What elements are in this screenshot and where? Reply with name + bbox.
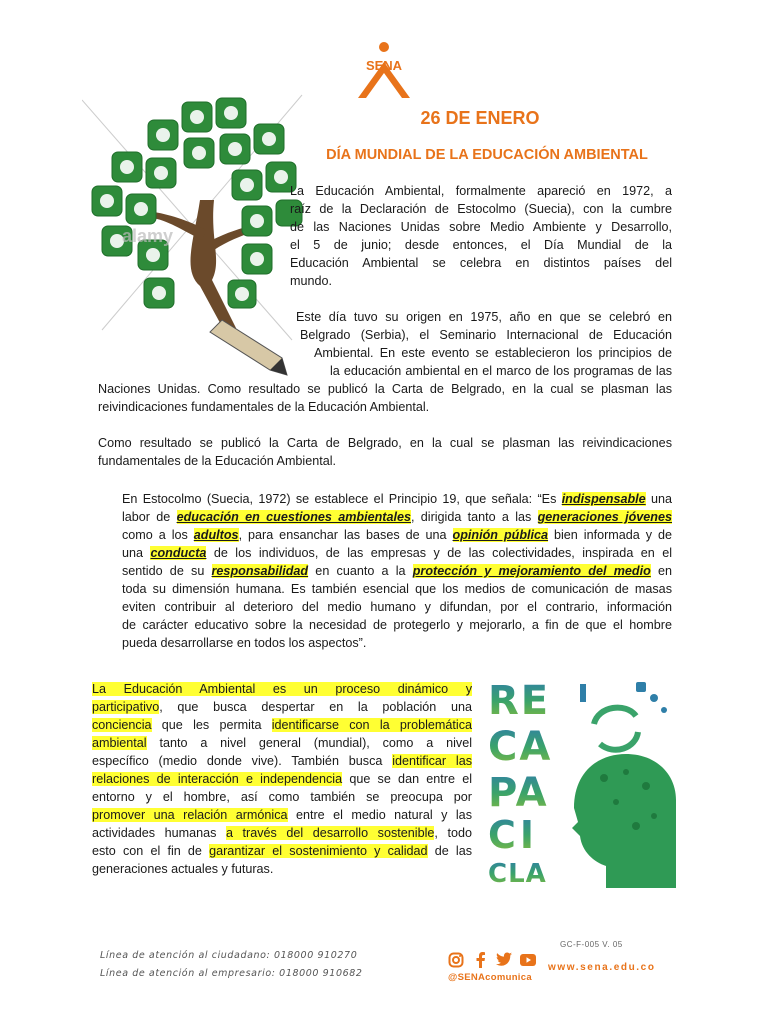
highlight: identificarse con la problemática xyxy=(271,718,472,732)
recap-row: RE xyxy=(488,678,551,724)
intro-paragraph-2 xyxy=(98,308,672,416)
text-line: La Educación Ambiental, formalmente apareció en 1972, a xyxy=(290,184,672,198)
highlight: adultos xyxy=(193,528,239,542)
text-span: que se dan entre el xyxy=(342,772,472,786)
text-span: tanto a nivel general (mundial), como a nivel xyxy=(146,736,472,750)
highlight: conciencia xyxy=(92,718,152,732)
text-span: bien informada y de xyxy=(548,528,672,542)
text-line: fundamentales de la Educación Ambiental. xyxy=(98,454,337,468)
text-line xyxy=(92,770,472,788)
highlight: a través del desarrollo sostenible xyxy=(225,826,435,840)
recap-row: CA xyxy=(488,724,553,770)
social-icons xyxy=(448,952,538,972)
highlight: indispensable xyxy=(561,492,646,506)
highlight: relaciones de interacción e independencia xyxy=(92,772,343,786)
page-title: 26 DE ENERO xyxy=(420,108,540,128)
highlight: promover una relación armónica xyxy=(92,808,288,822)
text-span: , para ensanchar las bases de una xyxy=(238,528,453,542)
text-span: una xyxy=(122,546,151,560)
business-helpline: Línea de atención al empresario: 018000 910682 xyxy=(100,968,363,979)
text-line: mundo. xyxy=(290,274,333,288)
citizen-helpline: Línea de atención al ciudadano: 018000 910270 xyxy=(100,950,358,961)
belgrado-paragraph xyxy=(98,434,672,470)
quote-line: eviten contribuir al deterioro del medio humano y difundan, por el contrario, información xyxy=(122,600,672,614)
text-line xyxy=(92,752,472,770)
text-span: como a los xyxy=(122,528,194,542)
text-line: Este día tuvo su origen en 1975, año en que se celebró en xyxy=(296,310,672,324)
highlight: garantizar el sostenimiento y calidad xyxy=(209,844,428,858)
text-span: , dirigida tanto a las xyxy=(410,510,538,524)
quote-line: pueda desarrollarse en todos los aspectos”. xyxy=(122,636,367,650)
highlight: protección y mejoramiento del medio xyxy=(412,564,651,578)
highlight: generaciones jóvenes xyxy=(537,510,672,524)
text-span: una xyxy=(645,492,672,506)
quote-line: de carácter educativo sobre la necesidad de protegerlo y mejorarlo, a fin de que el hombre xyxy=(122,618,672,632)
text-span: en cuanto a la xyxy=(308,564,413,578)
recap-row: CI xyxy=(488,813,539,857)
text-span: sentido de su xyxy=(122,564,212,578)
highlight: identificar las xyxy=(392,754,472,768)
social-handle[interactable]: @SENAcomunica xyxy=(448,972,532,983)
quote-line xyxy=(122,562,672,580)
text-span: en xyxy=(650,564,672,578)
highlight: educación en cuestiones ambientales xyxy=(176,510,411,524)
text-line xyxy=(92,806,472,824)
highlight: La Educación Ambiental es un proceso dinámico y xyxy=(92,682,472,696)
text-line: Ambiental. En este evento se establecieron los principios de xyxy=(314,346,672,360)
quote-line: toda su dimensión humana. Es también esencial que los medios de comunicación de masas xyxy=(122,582,672,596)
sena-logo xyxy=(352,40,416,112)
text-line: de las Naciones Unidas sobre Medio Ambiente y Desarrollo, xyxy=(290,220,672,234)
text-span: , todo xyxy=(434,826,472,840)
highlight: conducta xyxy=(150,546,207,560)
text-span: En Estocolmo (Suecia, 1972) se establece el Principio 19, que señala: “Es xyxy=(122,492,562,506)
text-line xyxy=(92,680,472,698)
text-span: de las xyxy=(427,844,472,858)
text-line: entorno y el hombre, así como también se preocupa por xyxy=(92,790,472,804)
text-line: Como resultado se publicó la Carta de Belgrado, en la cual se plasman las reivindicaciones xyxy=(98,436,672,450)
highlight: opinión pública xyxy=(452,528,549,542)
highlight: ambiental xyxy=(92,736,147,750)
youtube-icon[interactable] xyxy=(520,952,536,970)
recap-row: CLA xyxy=(488,859,547,888)
principle-19-quote xyxy=(122,490,672,652)
text-span: de los individuos, de las empresas y de las colectividades, inspirada en el xyxy=(206,546,672,560)
intro-paragraph-1 xyxy=(290,182,672,290)
quote-line xyxy=(122,508,672,526)
education-process-paragraph xyxy=(92,680,472,878)
highlight: responsabilidad xyxy=(211,564,309,578)
text-line xyxy=(92,842,472,860)
highlight: participativo xyxy=(92,700,160,714)
twitter-icon[interactable] xyxy=(496,952,512,970)
quote-line xyxy=(122,526,672,544)
text-line xyxy=(92,698,472,716)
text-line xyxy=(92,716,472,734)
facebook-icon[interactable] xyxy=(476,952,486,972)
text-line xyxy=(92,824,472,842)
text-span: que les permita xyxy=(151,718,272,732)
text-line xyxy=(92,734,472,752)
text-line: generaciones actuales y futuras. xyxy=(92,862,274,876)
recap-row: PA xyxy=(488,770,549,816)
text-line: Belgrado (Serbia), el Seminario Internacional de Educación xyxy=(300,328,672,342)
page-subtitle: DÍA MUNDIAL DE LA EDUCACIÓN AMBIENTAL xyxy=(326,147,648,163)
instagram-icon[interactable] xyxy=(448,952,464,972)
text-span: , que busca despertar en la población una xyxy=(159,700,472,714)
text-line: Educación Ambiental se celebra en distintos países del xyxy=(290,256,672,270)
quote-line xyxy=(122,490,672,508)
text-line: la educación ambiental en el marco de los programas de las xyxy=(330,364,672,378)
text-line: Naciones Unidas. Como resultado se publicó la Carta de Belgrado, en la cual se plasman las xyxy=(98,382,672,396)
text-span: específico (medio donde vive). También busca xyxy=(92,754,393,768)
text-line: raíz de la Declaración de Estocolmo (Suecia), con la cumbre xyxy=(290,202,672,216)
website-link[interactable]: www.sena.edu.co xyxy=(548,962,656,973)
recapacicla-illustration xyxy=(486,676,676,888)
document-code: GC-F-005 V. 05 xyxy=(560,940,623,949)
text-span: labor de xyxy=(122,510,177,524)
text-span: esto con el fin de xyxy=(92,844,210,858)
svg-text:SENA: SENA xyxy=(365,58,403,73)
quote-line xyxy=(122,544,672,562)
text-span: entre el medio natural y las xyxy=(287,808,472,822)
text-line: reivindicaciones fundamentales de la Educación Ambiental. xyxy=(98,400,430,414)
svg-text:alamy: alamy xyxy=(122,226,174,246)
text-line: el 5 de junio; desde entonces, el Día Mundial de la xyxy=(290,238,672,252)
text-span: actividades humanas xyxy=(92,826,226,840)
